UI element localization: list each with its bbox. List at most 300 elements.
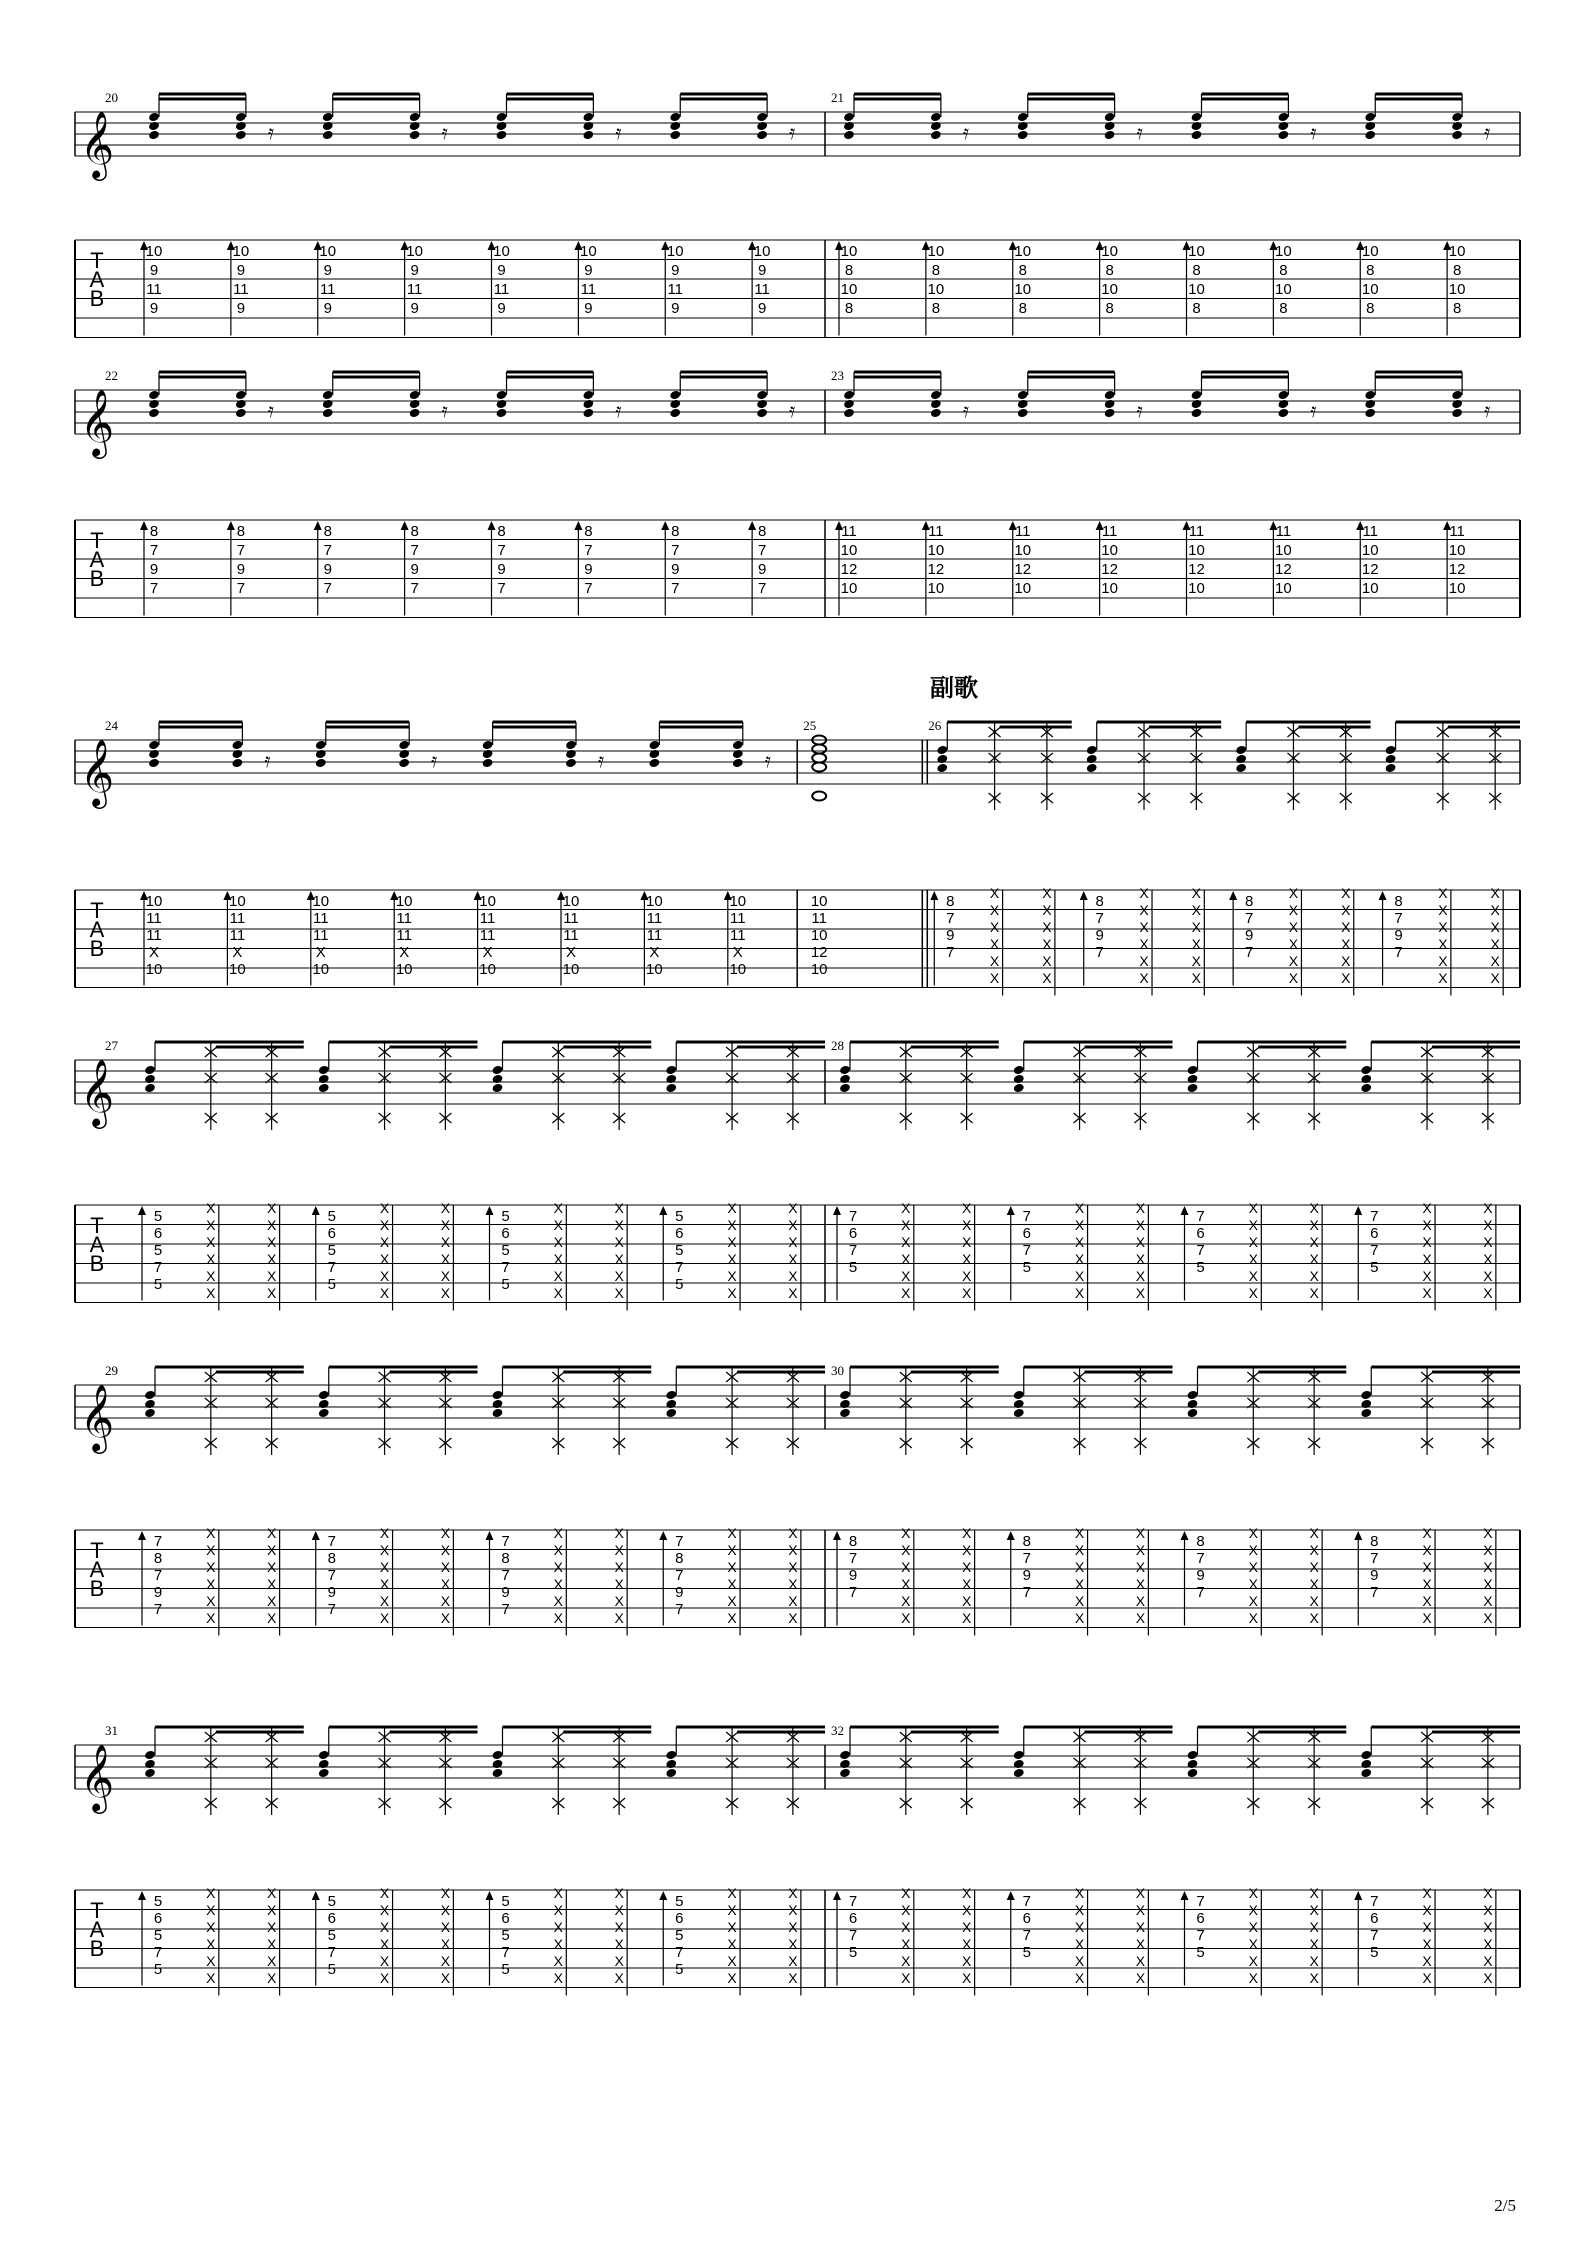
treble-clef-icon: 𝄞 [79,1383,115,1451]
fret-number: 10 [927,281,945,298]
muted-fret: X [614,1268,624,1284]
muted-fret: X [614,1542,624,1558]
muted-fret: X [961,1593,972,1609]
strum-arrow-head [748,521,756,530]
notehead [1277,130,1289,141]
fret-number: 11 [730,910,746,927]
muted-fret: X [266,1610,277,1626]
muted-fret: X [614,1200,624,1216]
notehead [235,130,247,141]
fret-number: 8 [931,262,941,279]
measure-number: 26 [928,718,942,733]
fret-number: 11 [754,281,770,298]
fret-number: 6 [327,1910,336,1927]
fret-number: 7 [1370,1584,1379,1601]
fret-number: 11 [646,910,663,927]
notehead [322,399,334,410]
muted-fret: X [1422,1576,1432,1592]
muted-fret: X [1135,1936,1146,1952]
muted-fret: X [1483,1610,1493,1626]
muted-fret: X [553,1285,563,1301]
fret-number: 7 [675,1259,684,1276]
notehead [1187,1083,1199,1094]
fret-number: 12 [840,561,858,578]
treble-clef-icon: 𝄞 [79,1058,115,1126]
muted-fret: X [266,1559,277,1575]
notehead [148,749,160,760]
fret-number: 7 [497,580,506,597]
muted-fret: X [1422,1902,1432,1918]
fret-number: 9 [149,262,159,279]
muted-fret: X [1135,1217,1146,1233]
muted-fret: X [1074,1936,1085,1952]
notehead [1277,390,1289,401]
muted-fret: X [553,1559,563,1575]
notehead [1104,399,1116,410]
muted-fret: X [1248,1542,1258,1558]
rest-icon: 𝄿 [264,748,271,772]
fret-number: 5 [501,1276,510,1293]
muted-fret: X [553,1970,563,1986]
muted-fret: X [788,1542,798,1558]
muted-fret: X [206,1610,216,1626]
fret-number: 10 [406,243,423,260]
fret-number: 5 [327,1893,336,1910]
rest-icon: 𝄿 [1310,398,1317,422]
fret-number: 6 [1370,1910,1379,1927]
muted-fret: X [1248,1902,1258,1918]
muted-fret: X [1309,1542,1319,1558]
notehead [492,1408,504,1419]
notehead [144,1074,156,1085]
fret-number: 7 [1370,1893,1379,1910]
notehead [565,758,577,769]
fret-number: 9 [946,927,955,944]
notehead [148,121,160,132]
muted-fret: X [1191,919,1201,935]
fret-number: 10 [810,893,828,910]
notehead [1451,408,1463,419]
notehead [492,1390,504,1401]
muted-fret: X [1074,1610,1085,1626]
fret-number: 8 [844,262,854,279]
fret-number: 11 [563,927,579,944]
notehead [398,758,410,769]
fret-number: 7 [675,1601,684,1618]
muted-fret: X [1309,1953,1319,1969]
muted-fret: X [440,1525,451,1541]
muted-fret: X [1248,1234,1258,1250]
muted-fret: X [206,1542,216,1558]
rest-icon: 𝄿 [1136,398,1143,422]
muted-fret: X [206,1902,216,1918]
fret-number: 10 [1101,542,1118,559]
notehead [1451,390,1463,401]
notehead [839,1083,851,1094]
system [75,1363,1520,1636]
muted-fret: X [788,1936,798,1952]
muted-fret: X [379,1217,390,1233]
muted-fret: X [727,1936,737,1952]
fret-number: 10 [229,961,246,978]
fret-number: X [649,944,660,961]
notehead [1451,130,1463,141]
muted-fret: X [727,1953,737,1969]
muted-fret: X [266,1542,277,1558]
muted-fret: X [440,1902,451,1918]
muted-fret: X [961,1970,972,1986]
notehead [496,408,508,419]
fret-number: 9 [410,262,419,279]
fret-number: X [148,944,160,961]
fret-number: 7 [327,1944,336,1961]
fret-number: 10 [729,893,747,910]
muted-fret: X [1341,902,1351,918]
fret-number: 5 [153,1208,163,1225]
fret-number: 10 [1014,243,1032,260]
tab-clef-letter: B [89,286,105,311]
fret-number: 10 [729,961,747,978]
fret-number: 8 [236,523,246,540]
strum-arrow-head [1181,1891,1189,1900]
fret-number: 7 [410,542,419,559]
muted-fret: X [614,1919,624,1935]
notehead [144,1759,156,1770]
notehead [669,408,681,419]
muted-fret: X [961,1902,972,1918]
notehead [1277,121,1289,132]
notehead [1451,121,1463,132]
notehead [669,390,681,401]
notehead [930,390,942,401]
rest-icon: 𝄿 [267,398,274,422]
muted-fret: X [788,1525,798,1541]
muted-fret: X [788,1593,798,1609]
fret-number: 7 [757,580,767,597]
notehead [1360,1768,1372,1779]
notehead [409,121,421,132]
strum-arrow-head [140,521,148,530]
fret-number: 10 [840,243,858,260]
muted-fret: X [1422,1542,1432,1558]
fret-number: 6 [153,1910,163,1927]
strum-arrow-head [1080,891,1088,900]
fret-number: 6 [1196,1910,1205,1927]
notehead [839,1390,851,1401]
system [75,1038,1520,1311]
fret-number: 5 [675,1961,684,1978]
muted-fret: X [727,1970,737,1986]
muted-fret: X [553,1902,563,1918]
fret-number: 9 [671,561,680,578]
fret-number: 8 [1366,262,1375,279]
notehead [665,1083,677,1094]
muted-fret: X [1422,1217,1432,1233]
fret-number: 7 [848,1208,858,1225]
muted-fret: X [1139,885,1149,901]
muted-fret: X [206,1559,216,1575]
muted-fret: X [1074,1953,1085,1969]
muted-fret: X [1422,1885,1432,1901]
fret-number: X [482,944,493,961]
notehead [1277,112,1289,123]
fret-number: 11 [396,927,412,944]
notehead [582,121,594,132]
notehead [148,758,160,769]
rest-icon: 𝄿 [962,120,969,144]
measure-number: 28 [831,1038,844,1053]
fret-number: 8 [1022,1533,1031,1550]
muted-fret: X [553,1217,563,1233]
muted-fret: X [379,1285,390,1301]
notehead [843,130,855,141]
notehead [235,390,247,401]
fret-number: 10 [840,542,858,559]
fret-number: 5 [1022,1944,1031,1961]
muted-fret: X [1483,1936,1493,1952]
muted-fret: X [961,1268,972,1284]
tab-clef-letter: A [89,1232,105,1257]
notehead [669,399,681,410]
strum-arrow-head [1354,1531,1362,1540]
notehead [756,408,768,419]
fret-number: 11 [1362,523,1379,540]
fret-number: 9 [497,561,506,578]
muted-fret: X [1074,1200,1085,1216]
fret-number: 7 [1370,1927,1379,1944]
notehead [144,1750,156,1761]
notehead [148,130,160,141]
muted-fret: X [553,1542,563,1558]
strum-arrow-head [401,521,409,530]
fret-number: 11 [841,523,857,540]
muted-fret: X [1135,1970,1146,1986]
notehead [1360,1408,1372,1419]
fret-number: 8 [584,523,593,540]
muted-fret: X [1288,885,1299,901]
muted-fret: X [206,1919,216,1935]
fret-number: 10 [562,893,580,910]
muted-fret: X [266,1217,277,1233]
muted-fret: X [1309,1970,1319,1986]
notehead [930,121,942,132]
muted-fret: X [788,1576,798,1592]
fret-number: 9 [501,1584,510,1601]
fret-number: 5 [501,1927,510,1944]
fret-number: 5 [501,1893,510,1910]
fret-number: 9 [236,262,246,279]
tab-clef-letter: B [89,1251,105,1276]
fret-number: 5 [675,1927,684,1944]
muted-fret: X [553,1251,563,1267]
fret-number: 10 [1275,243,1292,260]
muted-fret: X [1248,1268,1258,1284]
fret-number: 8 [1018,262,1027,279]
rest-icon: 𝄿 [1310,120,1317,144]
treble-clef-icon: 𝄞 [79,1743,115,1811]
fret-number: 7 [501,1567,510,1584]
system [75,368,1520,618]
fret-number: 7 [1022,1893,1031,1910]
muted-fret: X [614,1217,624,1233]
notehead [492,1750,504,1761]
fret-number: 7 [1196,1927,1205,1944]
muted-fret: X [901,1268,911,1284]
notehead [315,749,327,760]
muted-fret: X [379,1610,390,1626]
notehead [235,112,247,123]
muted-fret: X [961,1200,972,1216]
muted-fret: X [379,1885,390,1901]
notehead [496,121,508,132]
muted-fret: X [727,1559,737,1575]
fret-number: 10 [1188,281,1205,298]
muted-fret: X [1483,1970,1493,1986]
muted-fret: X [1483,1953,1493,1969]
fret-number: 10 [229,893,246,910]
notehead [1385,754,1397,765]
fret-number: 8 [848,1533,858,1550]
notehead [144,1408,156,1419]
strum-arrow-head [138,1531,146,1540]
fret-number: 11 [646,927,663,944]
muted-fret: X [901,1610,911,1626]
muted-fret: X [1309,1936,1319,1952]
notehead [148,399,160,410]
muted-fret: X [553,1268,563,1284]
notehead [148,112,160,123]
notehead [843,408,855,419]
fret-number: 7 [1022,1584,1031,1601]
notehead [843,121,855,132]
fret-number: 9 [497,262,506,279]
measure-number: 29 [105,1363,118,1378]
muted-fret: X [1438,902,1448,918]
fret-number: 5 [153,1242,163,1259]
fret-number: 9 [323,561,332,578]
muted-fret: X [1422,1593,1432,1609]
muted-fret: X [727,1576,737,1592]
measure-number: 31 [105,1723,118,1738]
fret-number: 10 [395,961,413,978]
notehead [318,1083,330,1094]
muted-fret: X [989,970,1000,986]
muted-fret: X [727,1217,737,1233]
muted-fret: X [1309,1919,1319,1935]
muted-fret: X [1341,919,1351,935]
notehead [1013,1408,1025,1419]
notehead [1013,1750,1025,1761]
muted-fret: X [1135,1885,1146,1901]
fret-number: 9 [497,300,506,317]
muted-fret: X [1074,1576,1085,1592]
notehead [1013,1390,1025,1401]
muted-fret: X [1191,936,1201,952]
fret-number: 10 [1101,580,1118,597]
notehead [1013,1768,1025,1779]
fret-number: 5 [327,1208,336,1225]
muted-fret: X [266,1936,277,1952]
fret-number: 6 [153,1225,163,1242]
muted-fret: X [553,1576,563,1592]
muted-fret: X [1483,1559,1493,1575]
fret-number: 9 [327,1584,336,1601]
fret-number: 11 [811,910,827,927]
notehead [756,399,768,410]
fret-number: 8 [931,300,941,317]
notehead [482,758,494,769]
muted-fret: X [379,1593,390,1609]
muted-fret: X [1074,1902,1085,1918]
notehead [492,1399,504,1410]
muted-fret: X [901,1217,911,1233]
strum-arrow-head [138,1206,146,1215]
muted-fret: X [1248,1217,1258,1233]
fret-number: X [232,944,243,961]
fret-number: 9 [149,300,159,317]
muted-fret: X [1341,885,1351,901]
notehead [1360,1065,1372,1076]
muted-fret: X [1042,970,1052,986]
muted-fret: X [1074,1559,1085,1575]
muted-fret: X [614,1576,624,1592]
notehead [409,112,421,123]
strum-arrow-head [1354,1206,1362,1215]
fret-number: 5 [1196,1944,1205,1961]
fret-number: 10 [927,542,945,559]
whole-note [812,745,826,754]
muted-fret: X [379,1525,390,1541]
fret-number: 10 [479,893,496,910]
fret-number: 7 [1370,1242,1379,1259]
muted-fret: X [1288,970,1299,986]
muted-fret: X [1490,953,1500,969]
muted-fret: X [1483,1217,1493,1233]
notehead [1104,130,1116,141]
fret-number: 7 [153,1259,163,1276]
fret-number: 10 [1188,580,1205,597]
fret-number: 6 [1022,1225,1031,1242]
muted-fret: X [1248,1953,1258,1969]
fret-number: 10 [562,961,580,978]
muted-fret: X [1490,936,1500,952]
notehead [1364,390,1376,401]
notehead [669,130,681,141]
strum-arrow-head [227,521,235,530]
fret-number: 10 [1361,580,1379,597]
fret-number: 10 [810,927,828,944]
fret-number: 7 [327,1259,336,1276]
fret-number: 11 [1014,523,1031,540]
muted-fret: X [1422,1953,1432,1969]
notehead [318,1408,330,1419]
notehead [148,390,160,401]
fret-number: 7 [501,1533,510,1550]
fret-number: 10 [1361,243,1379,260]
muted-fret: X [206,1885,216,1901]
notehead [1235,754,1247,765]
fret-number: 7 [1370,1208,1379,1225]
fret-number: 7 [410,580,419,597]
notehead [231,758,243,769]
muted-fret: X [553,1525,563,1541]
fret-number: 9 [236,300,246,317]
muted-fret: X [1483,1576,1493,1592]
muted-fret: X [206,1234,216,1250]
fret-number: 10 [1275,281,1292,298]
muted-fret: X [961,1251,972,1267]
fret-number: 5 [153,1276,163,1293]
